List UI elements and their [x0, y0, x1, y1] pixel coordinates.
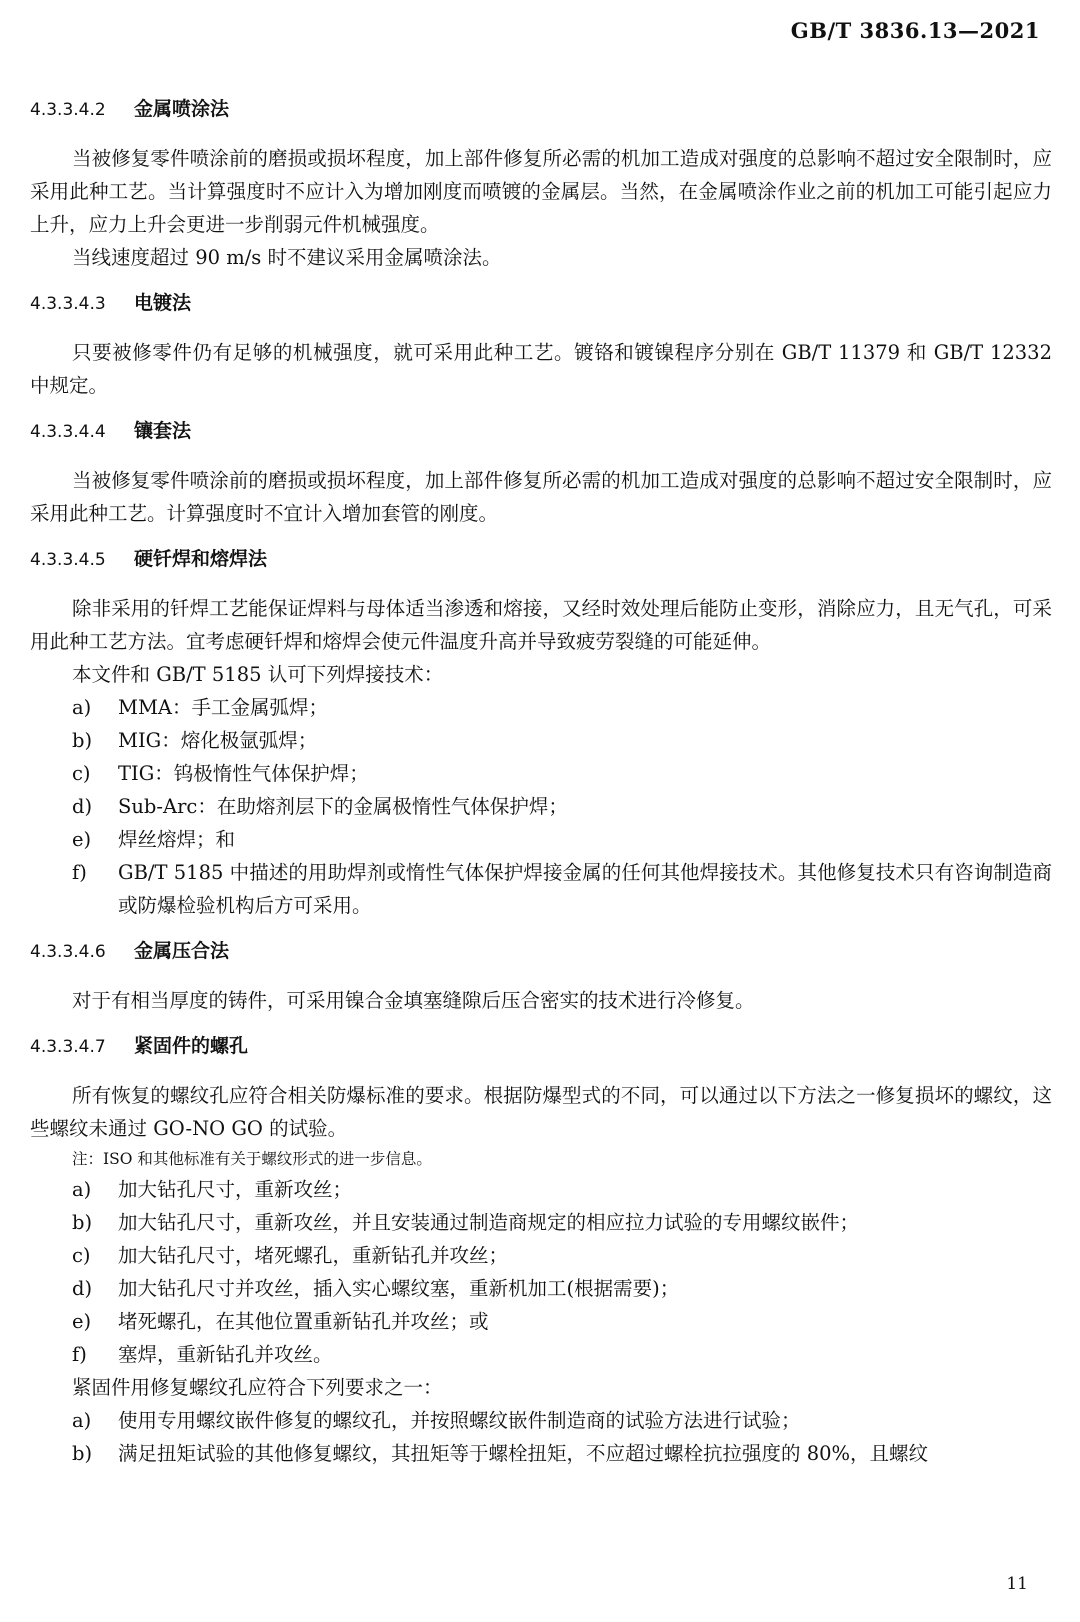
list-label: b): [72, 1211, 93, 1234]
document-code: GB/T 3836.13—2021: [790, 18, 1040, 43]
list-text: 加大钻孔尺寸，重新攻丝；: [118, 1178, 353, 1201]
list-label: f): [72, 861, 87, 884]
list-label: d): [72, 1277, 93, 1300]
list-text: 塞焊，重新钻孔并攻丝。: [118, 1343, 333, 1366]
list-item: [72, 856, 1052, 922]
section-title: 镶套法: [134, 420, 192, 442]
list-item: [72, 1239, 1052, 1272]
list-item: [72, 1338, 1052, 1371]
paragraph: 当被修复零件喷涂前的磨损或损坏程度，加上部件修复所必需的机加工造成对强度的总影响不超过安全限制时，应采用此种工艺。当计算强度时不应计入为增加刚度而喷镀的金属层。当然，在金属喷涂作业之前的机加工可能引起应力上升，应力上升会更进一步削弱元件机械强度。: [30, 147, 1052, 236]
list-label: a): [72, 1409, 92, 1432]
list-label: c): [72, 762, 91, 785]
list-text: MMA：手工金属弧焊；: [118, 696, 329, 719]
section-heading: [30, 934, 1052, 968]
list-text: TIG：钨极惰性气体保护焊；: [118, 762, 369, 785]
page-number: 11: [1006, 1574, 1028, 1594]
list-item: [72, 724, 1052, 757]
list-label: a): [72, 696, 92, 719]
list-item: [72, 1173, 1052, 1206]
paragraph: 本文件和 GB/T 5185 认可下列焊接技术：: [72, 663, 444, 686]
list-text: GB/T 5185 中描述的用助焊剂或惰性气体保护焊接金属的任何其他焊接技术。其他修复技术只有咨询制造商或防爆检验机构后方可采用。: [118, 861, 1052, 917]
list-text: 加大钻孔尺寸并攻丝，插入实心螺纹塞，重新机加工(根据需要)；: [118, 1277, 680, 1300]
section-number: 4.3.3.4.6: [30, 942, 106, 962]
list-text: 加大钻孔尺寸，堵死螺孔，重新钻孔并攻丝；: [118, 1244, 509, 1267]
section-number: 4.3.3.4.5: [30, 550, 106, 570]
section-heading: [30, 1029, 1052, 1063]
section-title: 金属压合法: [134, 940, 230, 962]
section-title: 紧固件的螺孔: [134, 1035, 249, 1057]
list-text: 使用专用螺纹嵌件修复的螺纹孔，并按照螺纹嵌件制造商的试验方法进行试验；: [118, 1409, 801, 1432]
section-title: 电镀法: [134, 292, 192, 314]
paragraph: 除非采用的钎焊工艺能保证焊料与母体适当渗透和熔接，又经时效处理后能防止变形，消除应力，且无气孔，可采用此种工艺方法。宜考虑硬钎焊和熔焊会使元件温度升高并导致疲劳裂缝的可能延伸。: [30, 597, 1052, 653]
list-label: b): [72, 729, 93, 752]
list-item: [72, 1206, 1052, 1239]
list-label: f): [72, 1343, 87, 1366]
section-heading: [30, 92, 1052, 126]
paragraph: 当被修复零件喷涂前的磨损或损坏程度，加上部件修复所必需的机加工造成对强度的总影响不超过安全限制时，应采用此种工艺。计算强度时不宜计入增加套管的刚度。: [30, 469, 1052, 525]
section-heading: [30, 542, 1052, 576]
list-label: c): [72, 1244, 91, 1267]
document-body: [30, 92, 1052, 1470]
list-text: Sub-Arc：在助熔剂层下的金属极惰性气体保护焊；: [118, 795, 568, 818]
section-title: 硬钎焊和熔焊法: [134, 548, 268, 570]
list-label: d): [72, 795, 93, 818]
list-text: 加大钻孔尺寸，重新攻丝，并且安装通过制造商规定的相应拉力试验的专用螺纹嵌件；: [118, 1211, 860, 1234]
section-title: 金属喷涂法: [134, 98, 230, 120]
paragraph: 紧固件用修复螺纹孔应符合下列要求之一：: [72, 1376, 443, 1399]
section-number: 4.3.3.4.7: [30, 1037, 106, 1057]
list-text: MIG：熔化极氩弧焊；: [118, 729, 318, 752]
section-heading: [30, 286, 1052, 320]
paragraph: 当线速度超过 90 m/s 时不建议采用金属喷涂法。: [72, 246, 502, 269]
section-number: 4.3.3.4.4: [30, 422, 106, 442]
paragraph: 只要被修零件仍有足够的机械强度，就可采用此种工艺。镀铬和镀镍程序分别在 GB/T 11379 和 GB/T 12332 中规定。: [30, 341, 1052, 397]
list-item: [72, 1437, 1052, 1470]
list-text: 堵死螺孔，在其他位置重新钻孔并攻丝；或: [118, 1310, 489, 1333]
list-item: [72, 1272, 1052, 1305]
section-heading: [30, 414, 1052, 448]
list-label: b): [72, 1442, 93, 1465]
list-item: [72, 790, 1052, 823]
list-label: a): [72, 1178, 92, 1201]
list-label: e): [72, 1310, 92, 1333]
list-item: [72, 1305, 1052, 1338]
section-number: 4.3.3.4.3: [30, 294, 106, 314]
list-label: e): [72, 828, 92, 851]
list-text: 满足扭矩试验的其他修复螺纹，其扭矩等于螺栓扭矩，不应超过螺栓抗拉强度的 80%，且螺纹: [118, 1442, 929, 1465]
list-item: [72, 757, 1052, 790]
paragraph: 所有恢复的螺纹孔应符合相关防爆标准的要求。根据防爆型式的不同，可以通过以下方法之一修复损坏的螺纹，这些螺纹未通过 GO-NO GO 的试验。: [30, 1084, 1052, 1140]
paragraph: 对于有相当厚度的铸件，可采用镍合金填塞缝隙后压合密实的技术进行冷修复。: [72, 989, 755, 1012]
list-item: [72, 823, 1052, 856]
section-number: 4.3.3.4.2: [30, 100, 106, 120]
list-text: 焊丝熔焊；和: [118, 828, 236, 851]
list-item: [72, 1404, 1052, 1437]
note: 注：ISO 和其他标准有关于螺纹形式的进一步信息。: [72, 1150, 432, 1168]
list-item: [72, 691, 1052, 724]
